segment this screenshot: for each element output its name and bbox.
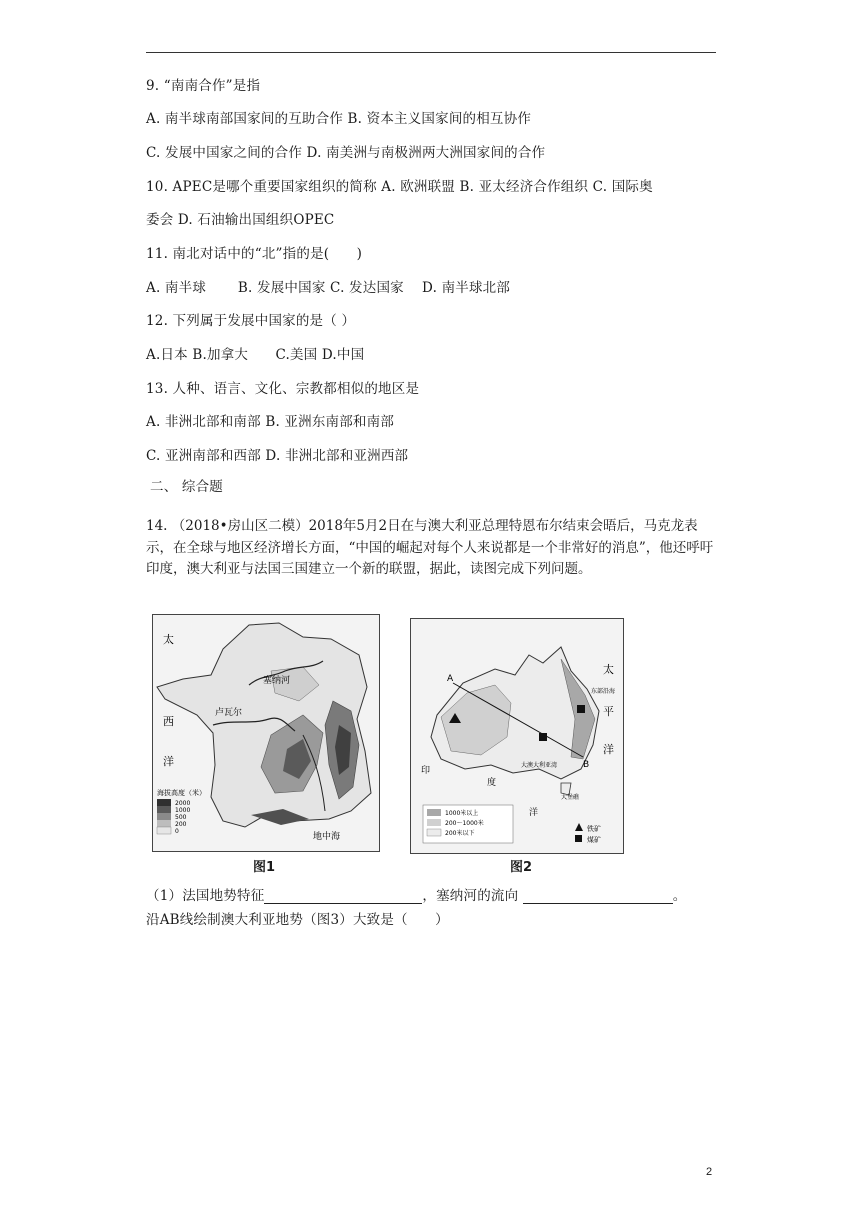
- svg-text:200米以下: 200米以下: [445, 830, 475, 837]
- question-10-option-line: 委会 D. 石油输出国组织OPEC: [146, 212, 335, 228]
- map-label-ind1: 印: [421, 766, 431, 776]
- question-13: 13. 人种、语言、文化、宗教都相似的地区是: [146, 381, 420, 397]
- question-14-sub1: [146, 884, 687, 904]
- svg-text:200～1000米: 200～1000米: [445, 820, 484, 827]
- map-label-yang: 洋: [163, 755, 174, 768]
- map-label-tai: 太: [163, 633, 174, 646]
- map-label-coast: 东部沿海: [591, 688, 616, 695]
- question-13-option-line: A. 非洲北部和南部 B. 亚洲东南部和南部: [146, 414, 395, 430]
- question-9: 9. “南南合作”是指: [146, 78, 261, 94]
- map-label-reef: 大堡礁: [561, 794, 580, 801]
- svg-text:煤矿: 煤矿: [587, 836, 601, 844]
- map-label-xi: 西: [163, 715, 174, 728]
- svg-text:海拔高度（米）: 海拔高度（米）: [157, 789, 206, 797]
- section-title: 二、 综合题: [150, 479, 223, 495]
- question-14-text: 14. （2018•房山区二模）2018年5月2日在与澳大利亚总理特恩布尔结束会晤后，马克龙表示，在全球与地区经济增长方面，“中国的崛起对每个人来说都是一个非常好的消息”，他还呼吁印度，澳大利亚与法国三国建立一个新的联盟，据此，读图完成下列问题。: [146, 518, 714, 577]
- header-rule: [146, 52, 716, 53]
- coal-mine-icon: [539, 733, 547, 741]
- figure-1-france-map: [152, 614, 380, 852]
- svg-text:0: 0: [175, 828, 179, 835]
- question-14-sub1-line2: 沿AB线绘制澳大利亚地势（图3）大致是（ ）: [146, 912, 449, 928]
- map-label-mediterranean: 地中海: [313, 832, 341, 842]
- map-label-seine: 塞纳河: [263, 676, 291, 686]
- map-label-b: B: [583, 760, 590, 770]
- sub1-middle: ，塞纳河的流向: [422, 888, 519, 904]
- figure-2-caption: 图2: [510, 860, 533, 875]
- page-number: 2: [706, 1166, 713, 1178]
- svg-text:500: 500: [175, 814, 187, 821]
- question-12: 12. 下列属于发展中国家的是（ ）: [146, 313, 356, 329]
- coal-mine-icon: [577, 705, 585, 713]
- answer-blank-terrain[interactable]: [264, 903, 422, 904]
- map-legend: [423, 805, 601, 844]
- map-label-loire: 卢瓦尔: [215, 708, 243, 718]
- question-9-option-line: A. 南半球南部国家间的互助合作 B. 资本主义国家间的相互协作: [146, 111, 532, 127]
- svg-text:1000: 1000: [175, 807, 191, 814]
- answer-blank-seine-direction[interactable]: [523, 903, 673, 904]
- sub1-prefix: （1）法国地势特征: [146, 888, 265, 904]
- question-9-option-line: C. 发展中国家之间的合作 D. 南美洲与南极洲两大洲国家间的合作: [146, 145, 546, 161]
- map-label-tai: 太: [603, 663, 614, 676]
- svg-text:铁矿: 铁矿: [587, 825, 601, 833]
- svg-text:2000: 2000: [175, 800, 191, 807]
- map-label-ping: 平: [603, 705, 614, 718]
- map-label-bay: 大澳大利亚湾: [521, 762, 558, 769]
- map-label-ind2: 度: [487, 778, 497, 788]
- question-12-option-line: A.日本 B.加拿大 C.美国 D.中国: [146, 347, 365, 363]
- question-11: 11. 南北对话中的“北”指的是( ): [146, 246, 363, 262]
- map-label-yang: 洋: [603, 743, 614, 756]
- svg-text:1000米以上: 1000米以上: [445, 810, 479, 817]
- map-label-a: A: [447, 674, 454, 684]
- question-11-option-line: A. 南半球 B. 发展中国家 C. 发达国家 D. 南半球北部: [146, 280, 511, 296]
- elevation-legend: [157, 788, 206, 835]
- figure-2-australia-map: [410, 618, 624, 854]
- question-10: 10. APEC是哪个重要国家组织的简称 A. 欧洲联盟 B. 亚太经济合作组织 C. 国际奥: [146, 179, 653, 195]
- svg-text:200: 200: [175, 821, 187, 828]
- map-label-yang2: 洋: [529, 808, 539, 818]
- sub1-end: 。: [672, 888, 687, 904]
- question-13-option-line: C. 亚洲南部和西部 D. 非洲北部和亚洲西部: [146, 448, 409, 464]
- figure-1-caption: 图1: [253, 860, 276, 875]
